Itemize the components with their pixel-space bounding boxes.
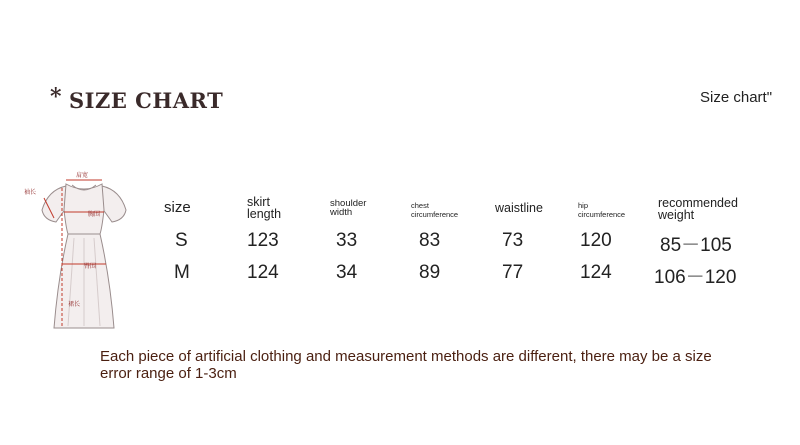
header-hip: [578, 201, 625, 219]
header-weight-line1: recommended: [658, 196, 738, 210]
row-s-hip: 120: [580, 230, 612, 251]
row-s-size: S: [175, 230, 188, 251]
row-m-chest: 89: [419, 262, 441, 283]
header-weight: [658, 197, 738, 221]
row-s-waistline: 73: [502, 230, 524, 251]
bodice: [64, 184, 104, 234]
dress-measurement-diagram: [22, 168, 142, 336]
header-chest-line2: circumference: [411, 210, 459, 219]
row-m-waistline: 77: [502, 262, 524, 283]
chest-label: 胸围: [88, 211, 101, 218]
shoulder-label: 肩宽: [75, 172, 89, 179]
page-title: SIZE CHART: [69, 88, 224, 113]
header-chest: [411, 201, 458, 219]
header-skirt-length-line2: length: [247, 207, 282, 221]
header-hip-line1: hip: [578, 201, 589, 210]
row-m-weight: 106－120: [654, 267, 737, 288]
header-skirt-length-line1: skirt: [247, 195, 270, 209]
title-asterisk: *: [50, 84, 62, 110]
header-chest-line1: chest: [411, 201, 429, 210]
row-s-weight: 85－105: [660, 235, 732, 256]
right-sleeve: [102, 186, 126, 222]
row-m-size: M: [174, 262, 190, 283]
header-shoulder-width: [330, 199, 366, 217]
row-s-skirt-length: 123: [247, 230, 279, 251]
row-s-shoulder-width: 33: [336, 230, 358, 251]
header-shoulder-width-line2: width: [330, 207, 353, 218]
row-m-shoulder-width: 34: [336, 262, 358, 283]
header-weight-line2: weight: [658, 208, 695, 222]
row-m-hip: 124: [580, 262, 612, 283]
header-shoulder-width-line1: shoulder: [330, 198, 367, 209]
size-error-note: Each piece of artificial clothing and measurement methods are different, there may be a size error range of 1-3cm: [100, 348, 712, 382]
header-waistline: waistline: [495, 201, 543, 215]
header-skirt-length: [247, 196, 281, 220]
row-s-chest: 83: [419, 230, 441, 251]
hip-label: 臀围: [84, 263, 97, 270]
page-subtitle: Size chart": [700, 89, 773, 106]
sleeve-label: 袖长: [24, 189, 37, 196]
header-size: size: [164, 199, 191, 216]
row-m-skirt-length: 124: [247, 262, 279, 283]
length-label: 裙长: [68, 301, 81, 308]
header-hip-line2: circumference: [578, 210, 626, 219]
